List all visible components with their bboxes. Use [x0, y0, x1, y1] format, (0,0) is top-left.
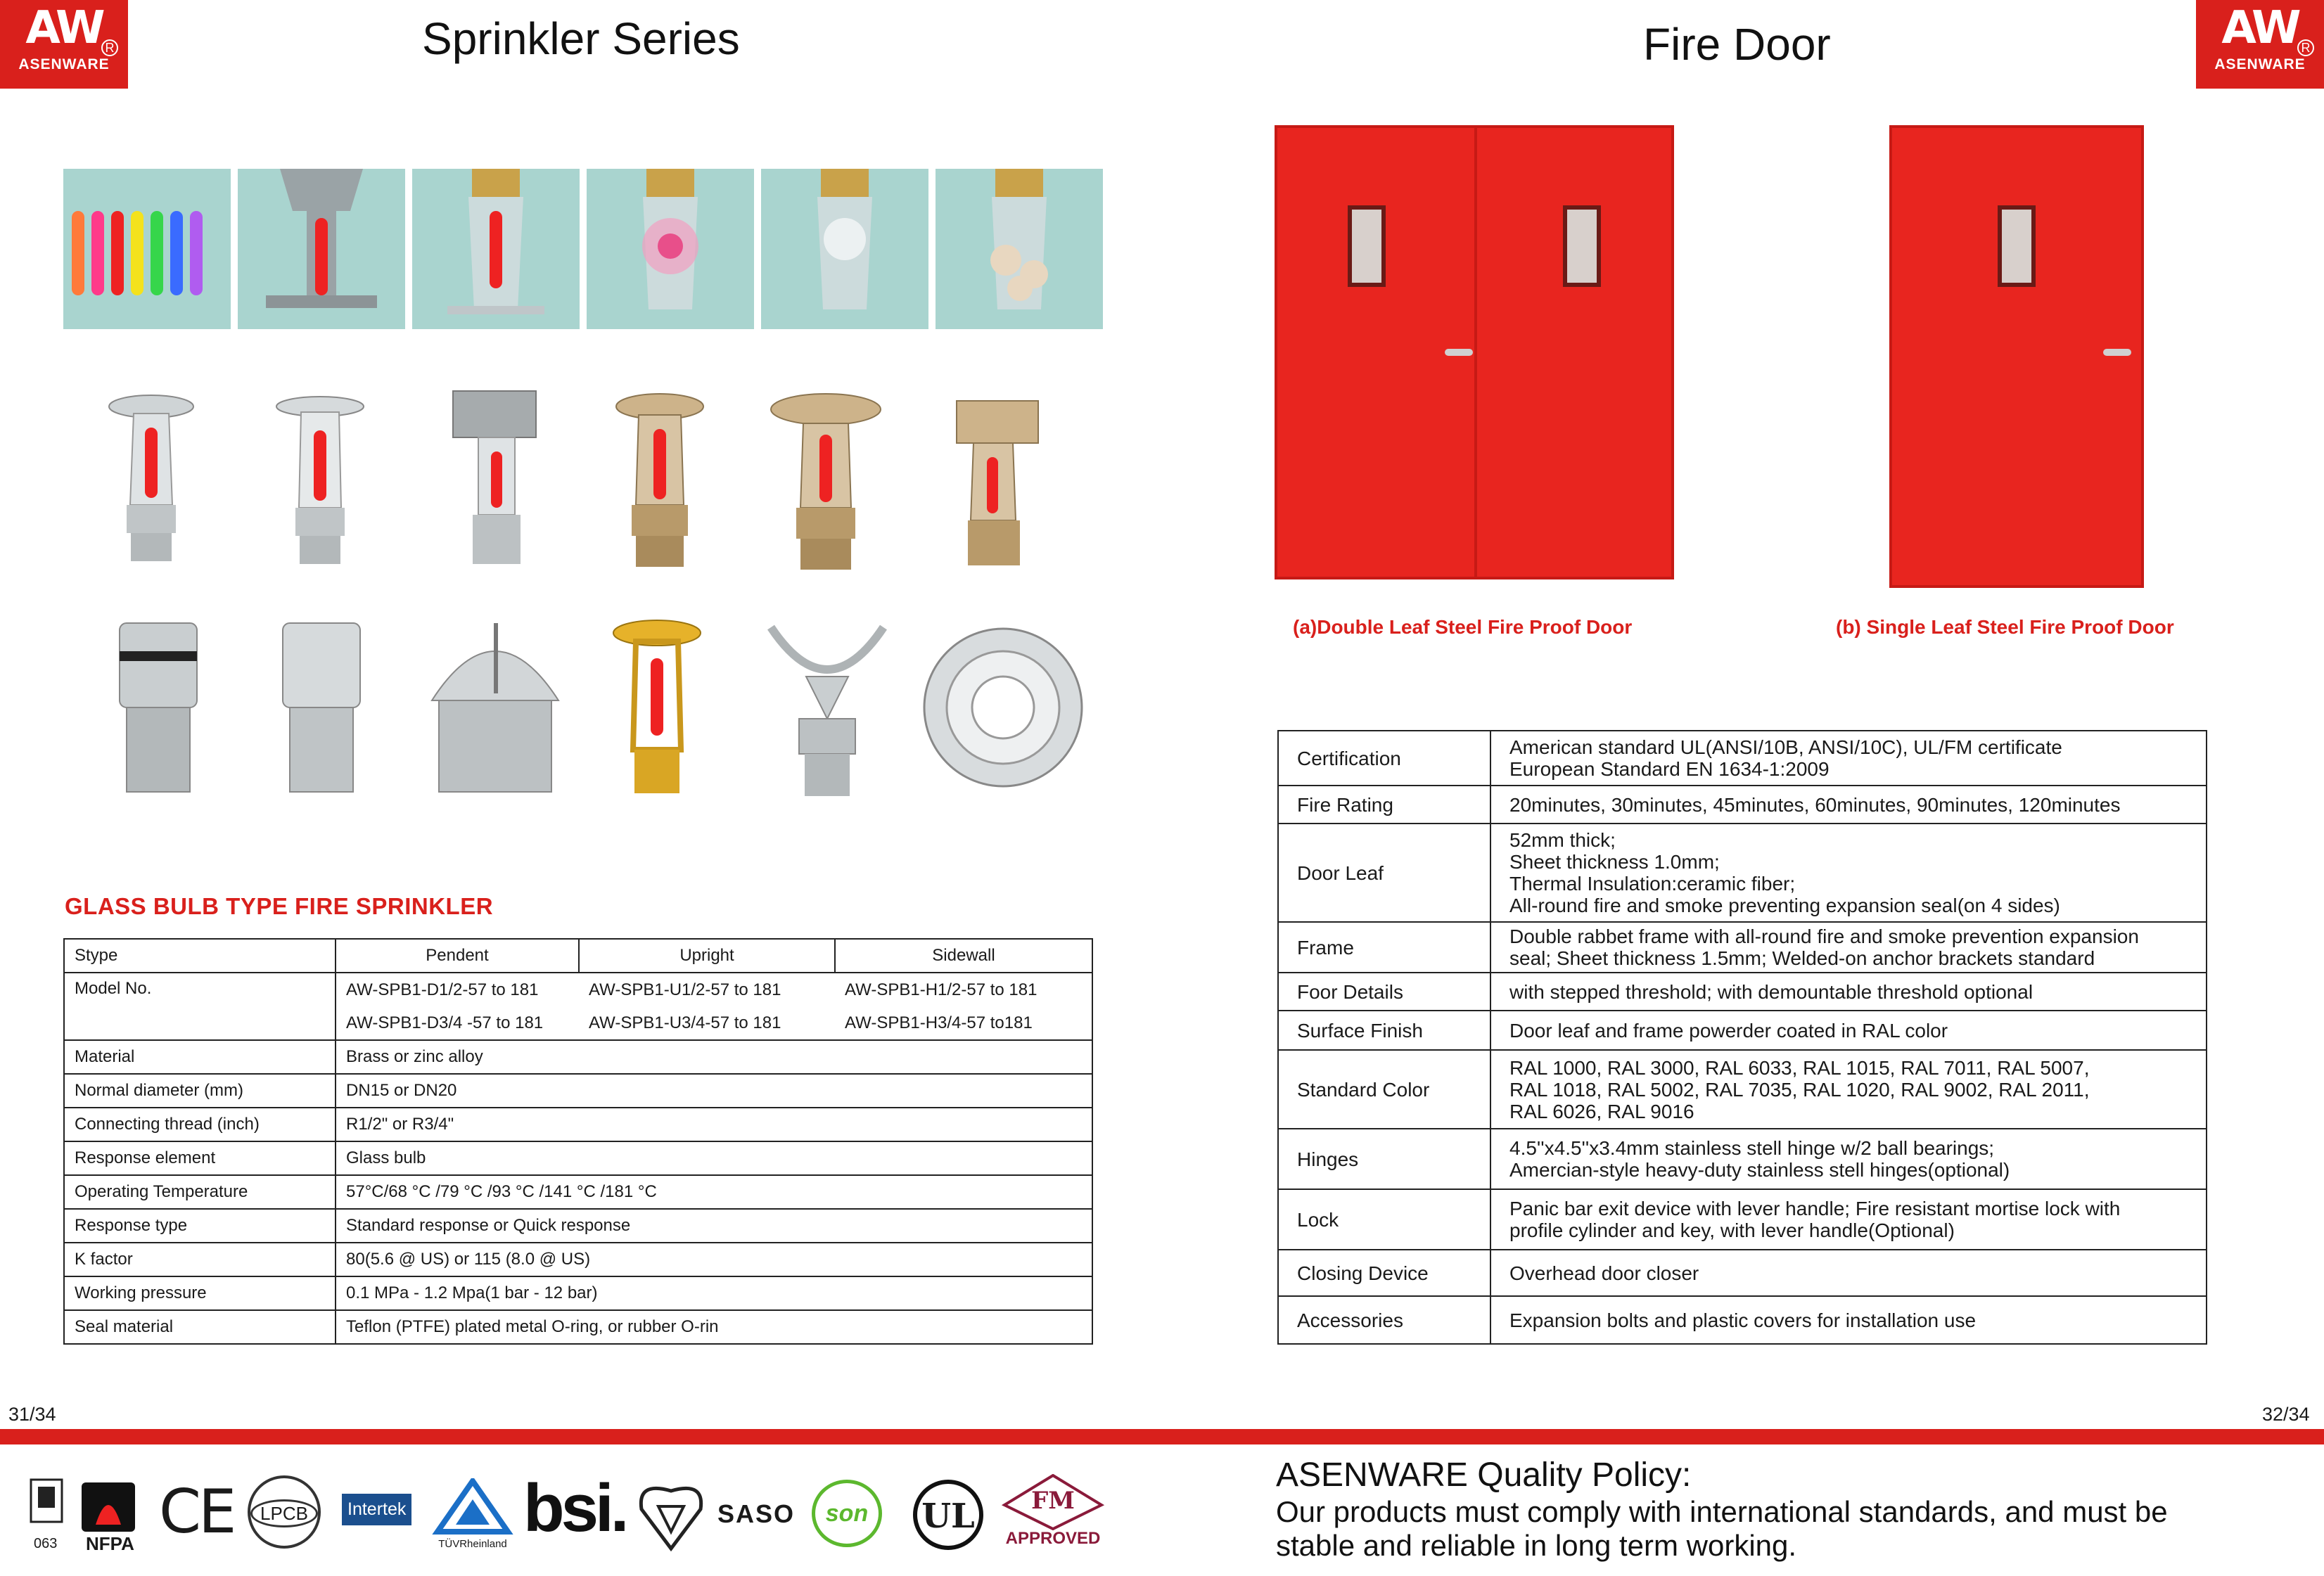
page-number-left: 31/34	[8, 1404, 56, 1425]
son-label: son	[825, 1500, 869, 1527]
table-row	[1278, 1011, 2207, 1050]
quality-policy-line-2: stable and reliable in long term working.	[1276, 1529, 1797, 1562]
table-row	[1278, 731, 2207, 786]
sprinkler-spray-photo	[936, 169, 1103, 329]
tuv-label: TÜVRheinland	[438, 1538, 507, 1550]
spec-value	[1490, 786, 2207, 824]
footer-divider	[0, 1429, 2324, 1444]
spec-line: seal; Sheet thickness 1.5mm; Welded-on anchor brackets standard	[1509, 947, 2095, 969]
sprinkler-spec-table	[63, 938, 1093, 1345]
spec-value: Teflon (PTFE) plated metal O-ring, or rubber O-rin	[336, 1310, 1092, 1344]
spec-value	[1490, 731, 2207, 786]
table-row	[1278, 1296, 2207, 1344]
table-row	[64, 1108, 1092, 1141]
spec-line: profile cylinder and key, with lever handle(Optional)	[1509, 1219, 1955, 1241]
quality-policy-line-1: Our products must comply with international standards, and must be	[1276, 1495, 2168, 1528]
son-logo-icon	[812, 1480, 882, 1547]
registered-icon: R	[2297, 39, 2314, 56]
spec-value	[1490, 1296, 2207, 1344]
spec-value: 57°C/68 °C /79 °C /93 °C /141 °C /181 °C	[336, 1175, 1092, 1209]
ul-logo-icon	[913, 1480, 983, 1550]
intertek-logo-icon: Intertek	[342, 1494, 411, 1525]
sprinkler-series-title: Sprinkler Series	[422, 13, 740, 64]
table-row	[64, 1310, 1092, 1344]
logo-name: ASENWARE	[18, 56, 110, 72]
spec-line: RAL 6026, RAL 9016	[1509, 1100, 1694, 1122]
sprinkler-burst-photo	[761, 169, 928, 329]
spec-key: Frame	[1278, 922, 1490, 973]
table-row	[1278, 1189, 2207, 1250]
spec-key: Accessories	[1278, 1296, 1490, 1344]
spec-line: Expansion bolts and plastic covers for installation use	[1509, 1309, 1977, 1331]
quality-policy-title: ASENWARE Quality Policy:	[1276, 1456, 1692, 1494]
model-sidewall-2: AW-SPB1-H3/4-57 to181	[835, 1006, 1092, 1040]
spec-line: 52mm thick;	[1509, 829, 1616, 851]
nfpa-logo-icon	[28, 1478, 155, 1556]
spec-key: Fire Rating	[1278, 786, 1490, 824]
chrome-concealed-nozzle-image	[276, 616, 367, 802]
table-row	[1278, 1129, 2207, 1189]
spec-key: Working pressure	[64, 1276, 336, 1310]
sidewall-sprinkler-image	[447, 388, 546, 575]
model-sidewall-1: AW-SPB1-H1/2-57 to 181	[835, 973, 1092, 1006]
kitemark-icon	[637, 1478, 705, 1555]
bsi-logo-icon: bsi.	[523, 1471, 626, 1546]
single-door-caption: (b) Single Leaf Steel Fire Proof Door	[1836, 616, 2174, 638]
spec-value	[1490, 1250, 2207, 1296]
spec-key: Response element	[64, 1141, 336, 1175]
table-row	[1278, 1250, 2207, 1296]
brass-upright-sprinkler-image	[770, 388, 882, 579]
table-row	[1278, 973, 2207, 1011]
model-label: Model No.	[64, 973, 336, 1040]
spec-line: with stepped threshold; with demountable threshold optional	[1509, 980, 2034, 1003]
table-row	[64, 1209, 1092, 1243]
brass-pendent-sprinkler-image	[611, 385, 709, 576]
header-stype: Stype	[64, 939, 336, 973]
spec-line: Thermal Insulation:ceramic fiber;	[1509, 873, 1796, 895]
spec-line: Amercian-style heavy-duty stainless stell hinges(optional)	[1509, 1159, 2010, 1181]
spec-line: All-round fire and smoke preventing expansion seal(on 4 sides)	[1509, 895, 2060, 916]
spec-line: RAL 1000, RAL 3000, RAL 6033, RAL 1015, RAL 7011, RAL 5007,	[1509, 1056, 2090, 1079]
gold-pendent-sprinkler-image	[608, 616, 706, 802]
spec-key: Material	[64, 1040, 336, 1074]
spec-value	[1490, 1011, 2207, 1050]
spec-value: 80(5.6 @ US) or 115 (8.0 @ US)	[336, 1243, 1092, 1276]
brand-logo-left	[0, 0, 128, 89]
sprinkler-section-heading: GLASS BULB TYPE FIRE SPRINKLER	[65, 893, 494, 919]
fire-door-spec-table	[1277, 730, 2207, 1345]
spray-nozzle-image	[764, 613, 890, 807]
fire-door-title: Fire Door	[1643, 19, 1831, 70]
spec-line: 20minutes, 30minutes, 45minutes, 60minutes, 90minutes, 120minutes	[1509, 793, 2121, 816]
spec-key: Door Leaf	[1278, 824, 1490, 922]
nfpa-label: NFPA	[86, 1533, 134, 1554]
spec-key: Lock	[1278, 1189, 1490, 1250]
spec-line: RAL 1018, RAL 5002, RAL 7035, RAL 1020, RAL 9002, RAL 2011,	[1509, 1078, 2090, 1101]
sprinkler-cutaway-photo	[238, 169, 405, 329]
spec-value	[1490, 1189, 2207, 1250]
spec-value	[1490, 922, 2207, 973]
spec-key: Closing Device	[1278, 1250, 1490, 1296]
spec-line: 4.5''x4.5''x3.4mm stainless stell hinge w/2 ball bearings;	[1509, 1137, 1995, 1159]
fm-label: FM	[1031, 1487, 1075, 1515]
brand-logo-right	[2196, 0, 2324, 89]
spec-line: European Standard EN 1634-1:2009	[1509, 758, 1830, 780]
spec-value	[1490, 824, 2207, 922]
spec-line: Double rabbet frame with all-round fire and smoke prevention expansion	[1509, 925, 2139, 947]
spec-key: Standard Color	[1278, 1050, 1490, 1129]
saso-logo-icon: SASO	[717, 1499, 796, 1528]
spec-value	[1490, 1050, 2207, 1129]
logo-mark: AW	[25, 2, 103, 54]
double-leaf-door-image	[1275, 125, 1674, 579]
spec-value: Brass or zinc alloy	[336, 1040, 1092, 1074]
sprinkler-bursting-photo	[587, 169, 754, 329]
spec-key: K factor	[64, 1243, 336, 1276]
header-pendent: Pendent	[336, 939, 579, 973]
table-row	[64, 973, 1092, 1006]
table-row	[64, 1040, 1092, 1074]
table-row	[64, 1175, 1092, 1209]
table-row	[64, 1276, 1092, 1310]
table-row	[1278, 824, 2207, 922]
spec-key: Seal material	[64, 1310, 336, 1344]
chrome-nozzle-image	[113, 616, 204, 802]
escutcheon-plate-image	[919, 623, 1087, 795]
table-row	[64, 1243, 1092, 1276]
spec-key: Response type	[64, 1209, 336, 1243]
fm-approved-logo-icon	[1002, 1474, 1104, 1551]
logo-name: ASENWARE	[2214, 56, 2306, 72]
spec-line: Panic bar exit device with lever handle; Fire resistant mortise lock with	[1509, 1198, 2121, 1219]
table-row	[64, 1074, 1092, 1108]
spec-line: American standard UL(ANSI/10B, ANSI/10C), UL/FM certificate	[1509, 736, 2062, 758]
double-door-caption: (a)Double Leaf Steel Fire Proof Door	[1293, 616, 1633, 638]
header-upright: Upright	[579, 939, 835, 973]
spec-line: Sheet thickness 1.0mm;	[1509, 851, 1720, 873]
model-pendent-1: AW-SPB1-D1/2-57 to 181	[336, 973, 579, 1006]
lpcb-label: LPCB	[250, 1499, 318, 1527]
table-header-row	[64, 939, 1092, 973]
spec-key: Operating Temperature	[64, 1175, 336, 1209]
table-row	[1278, 1050, 2207, 1129]
page-number-right: 32/34	[2262, 1404, 2310, 1425]
pendent-sprinkler-image	[106, 385, 197, 572]
model-upright-1: AW-SPB1-U1/2-57 to 181	[579, 973, 835, 1006]
nfpa-number: 063	[34, 1536, 58, 1551]
spec-value: Standard response or Quick response	[336, 1209, 1092, 1243]
sprinkler-intact-photo	[412, 169, 580, 329]
logo-mark: AW	[2221, 2, 2299, 54]
header-sidewall: Sidewall	[835, 939, 1092, 973]
ce-logo-icon: CE	[159, 1477, 234, 1547]
spec-value: R1/2" or R3/4"	[336, 1108, 1092, 1141]
table-row	[64, 1141, 1092, 1175]
model-upright-2: AW-SPB1-U3/4-57 to 181	[579, 1006, 835, 1040]
spec-value: Glass bulb	[336, 1141, 1092, 1175]
brass-sidewall-sprinkler-image	[943, 394, 1055, 577]
spec-key: Surface Finish	[1278, 1011, 1490, 1050]
dome-nozzle-image	[425, 616, 566, 802]
spec-value: 0.1 MPa - 1.2 Mpa(1 bar - 12 bar)	[336, 1276, 1092, 1310]
fm-approved-label: APPROVED	[1005, 1529, 1101, 1548]
upright-sprinkler-image	[274, 388, 366, 575]
spec-key: Connecting thread (inch)	[64, 1108, 336, 1141]
spec-key: Normal diameter (mm)	[64, 1074, 336, 1108]
glass-bulbs-photo	[63, 169, 231, 329]
table-row	[1278, 786, 2207, 824]
spec-key: Foor Details	[1278, 973, 1490, 1011]
registered-icon: R	[101, 39, 118, 56]
model-pendent-2: AW-SPB1-D3/4 -57 to 181	[336, 1006, 579, 1040]
spec-value	[1490, 1129, 2207, 1189]
tuv-logo-icon	[430, 1478, 515, 1556]
spec-line: Door leaf and frame powerder coated in RAL color	[1509, 1019, 1948, 1042]
lpcb-logo-icon	[248, 1475, 321, 1549]
single-leaf-door-image	[1889, 125, 2144, 588]
spec-value: DN15 or DN20	[336, 1074, 1092, 1108]
spec-line: Overhead door closer	[1509, 1262, 1699, 1284]
spec-key: Certification	[1278, 731, 1490, 786]
table-row	[1278, 922, 2207, 973]
spec-value	[1490, 973, 2207, 1011]
ul-label: UL	[921, 1497, 975, 1536]
spec-key: Hinges	[1278, 1129, 1490, 1189]
